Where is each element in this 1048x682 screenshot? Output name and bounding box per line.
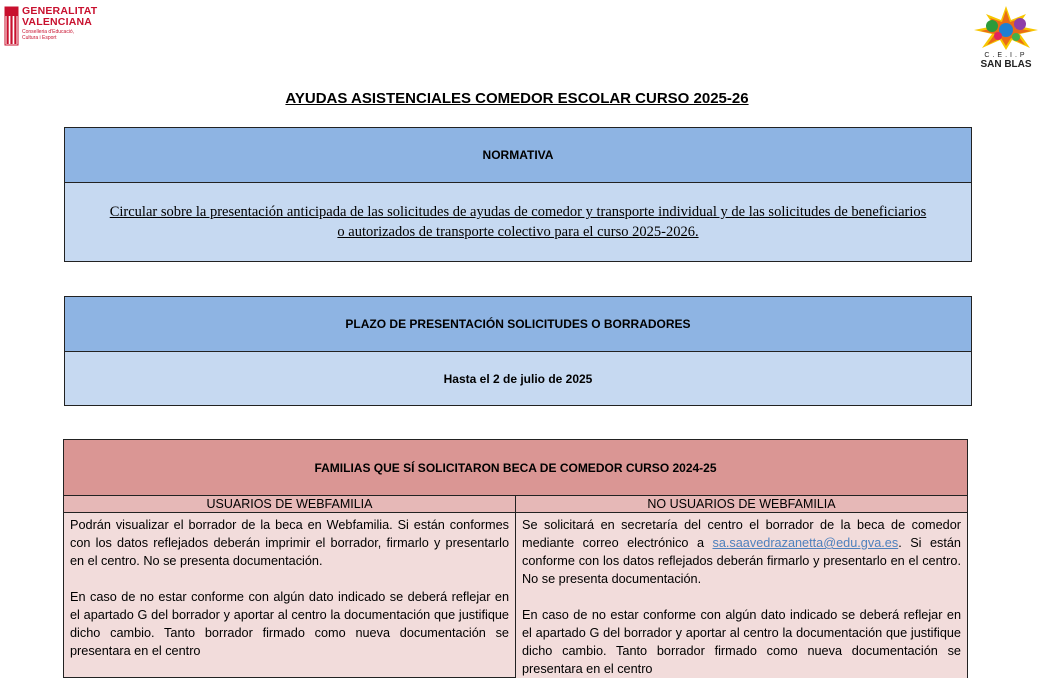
normativa-body bbox=[65, 183, 971, 261]
no-usuarios-body bbox=[516, 513, 967, 678]
usuarios-paragraph-1: Podrán visualizar el borrador de la beca en Webfamilia. Si están conformes con los datos reflejados deberán imprimir el borrador, firmarlo y presentarlo en el centro. No se presenta documentación. bbox=[70, 518, 509, 568]
no-usuarios-paragraph-2: En caso de no estar conforme con algún dato indicado se deberá reflejar en el apartado G del borrador y aportar al centro la documentación que justifique dicho cambio. Tanto borrador firmado como nueva documentación se presentara en el centro bbox=[522, 608, 961, 676]
normativa-box bbox=[64, 127, 972, 262]
no-usuarios-paragraph-1 bbox=[522, 516, 961, 588]
generalitat-shield-icon bbox=[4, 6, 19, 46]
usuarios-paragraph-2: En caso de no estar conforme con algún dato indicado se deberá reflejar en el apartado G del borrador y aportar al centro la documentación que justifique dicho cambio. Tanto borrador firmado como nueva documentación se presentara en el centro bbox=[70, 590, 509, 658]
school-name: SAN BLAS bbox=[980, 59, 1032, 70]
no-usuarios-p1-before: Se solicitará en secretaría del centro el borrador de la beca de comedor mediante correo electrónico a bbox=[522, 518, 961, 550]
usuarios-column bbox=[64, 496, 515, 677]
ceip-san-blas-star-icon bbox=[970, 4, 1042, 52]
generalitat-name-line2: VALENCIANA bbox=[22, 15, 93, 28]
generalitat-name-line1: GENERALITAT bbox=[22, 5, 98, 17]
familias-heading: FAMILIAS QUE SÍ SOLICITARON BECA DE COMEDOR CURSO 2024-25 bbox=[64, 440, 967, 496]
conselleria-line2: Cultura i Esport bbox=[22, 35, 57, 41]
usuarios-heading: USUARIOS DE WEBFAMILIA bbox=[64, 496, 515, 513]
plazo-deadline: Hasta el 2 de julio de 2025 bbox=[65, 352, 971, 405]
generalitat-logo bbox=[4, 6, 97, 46]
ceip-label: C.E.I.P bbox=[984, 52, 1028, 59]
normativa-circular-link[interactable]: Circular sobre la presentación anticipada de las solicitudes de ayudas de comedor y transporte individual y de las solicitudes de beneficiarios o autorizados de transporte colectivo para el curso 2025-2026. bbox=[109, 203, 927, 240]
no-usuarios-p1-after: . Si están conforme con los datos reflejados deberán firmarlo y presentarlo en el centro. No se presenta documentación. bbox=[522, 536, 961, 586]
conselleria-line1: Conselleria d'Educació, bbox=[22, 29, 75, 35]
secretaria-email-link[interactable]: sa.saavedrazanetta@edu.gva.es bbox=[712, 536, 899, 550]
plazo-box bbox=[64, 296, 972, 406]
usuarios-body bbox=[64, 513, 515, 677]
no-usuarios-heading: NO USUARIOS DE WEBFAMILIA bbox=[516, 496, 967, 513]
no-usuarios-column bbox=[515, 496, 967, 677]
plazo-heading: PLAZO DE PRESENTACIÓN SOLICITUDES O BORRADORES bbox=[65, 297, 971, 352]
page-title: AYUDAS ASISTENCIALES COMEDOR ESCOLAR CURSO 2025-26 bbox=[285, 90, 749, 107]
familias-table bbox=[63, 439, 968, 678]
normativa-heading: NORMATIVA bbox=[65, 128, 971, 183]
ceip-san-blas-logo bbox=[968, 4, 1044, 76]
